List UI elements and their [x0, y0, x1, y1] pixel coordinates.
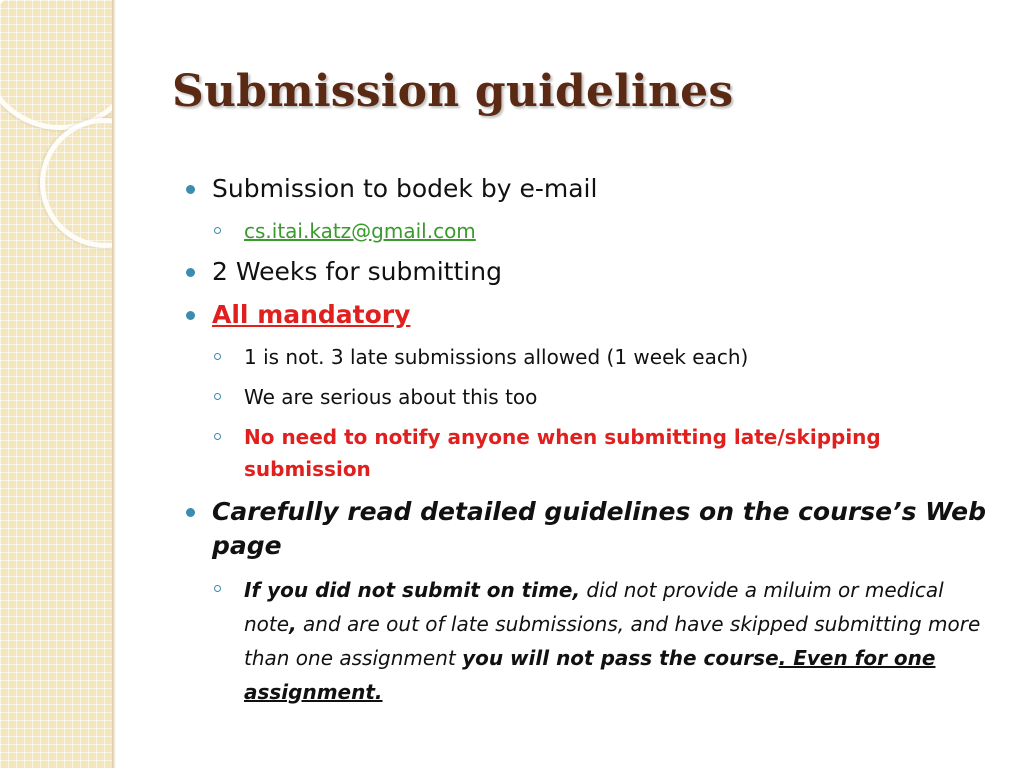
sub-bullet-serious — [186, 381, 996, 413]
warning-part-b: did not provide a miluim or medical note — [244, 578, 944, 636]
decorative-ring — [40, 118, 112, 248]
sub-bullet-icon — [214, 585, 221, 592]
sub-bullet-no-notify — [186, 421, 996, 485]
sub-bullet-late-submissions — [186, 341, 996, 373]
warning-part-c: , — [289, 612, 297, 636]
bullet-mandatory — [186, 298, 996, 331]
sub-bullet-text: 1 is not. 3 late submissions allowed (1 week each) — [244, 345, 749, 369]
sub-bullet-email-address — [186, 215, 996, 247]
email-link[interactable]: cs.itai.katz@gmail.com — [244, 219, 476, 243]
bullet-email — [186, 172, 996, 205]
bullet-guidelines — [186, 495, 996, 563]
bullet-icon — [186, 268, 195, 277]
bullet-weeks — [186, 255, 996, 288]
bullet-text: 2 Weeks for submitting — [212, 257, 502, 286]
slide-title: Submission guidelines — [172, 66, 734, 117]
warning-part-d: and are out of late submissions, and have skipped submitting more than one assignment — [244, 612, 981, 670]
strip-edge — [112, 0, 116, 768]
decorative-strip — [0, 0, 112, 768]
sub-bullet-icon — [214, 393, 221, 400]
bullet-text: Carefully read detailed guidelines on the course’s Web page — [212, 497, 986, 560]
sub-bullet-text: No need to notify anyone when submitting late/skipping submission — [244, 425, 881, 481]
decorative-ring — [0, 0, 112, 130]
sub-bullet-fail-warning — [186, 573, 996, 709]
bullet-icon — [186, 508, 195, 517]
warning-part-a: If you did not submit on time, — [244, 578, 581, 602]
sub-bullet-text: We are serious about this too — [244, 385, 538, 409]
slide-content — [186, 170, 996, 717]
sub-bullet-icon — [214, 227, 221, 234]
bullet-text: All mandatory — [212, 300, 411, 329]
bullet-icon — [186, 185, 195, 194]
warning-part-e: you will not pass the course — [462, 646, 779, 670]
bullet-text: Submission to bodek by e-mail — [212, 174, 598, 203]
sub-bullet-icon — [214, 433, 221, 440]
warning-part-f: . Even for one assignment. — [244, 646, 936, 704]
sub-bullet-icon — [214, 353, 221, 360]
bullet-icon — [186, 311, 195, 320]
